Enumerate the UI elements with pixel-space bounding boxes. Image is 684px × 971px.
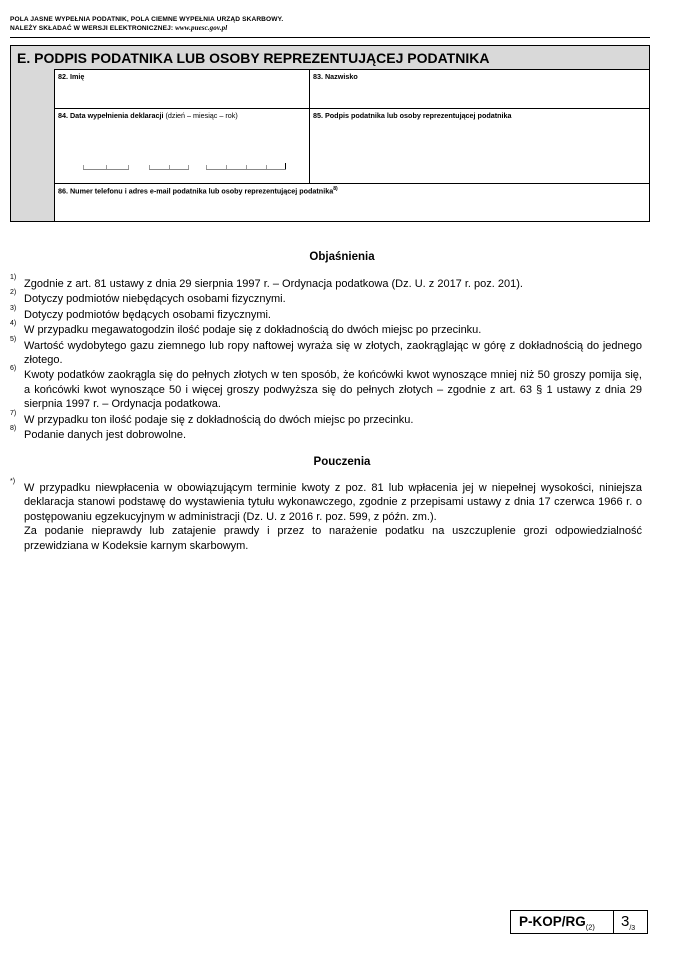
pouczenia-paragraph-2: Za podanie nieprawdy lub zatajenie prawdy i przez to narażenie podatku na uszczuplenie grozi odpowiedzialność przewidziana w Kodeksie karnym skarbowym. bbox=[24, 525, 642, 552]
pouczenia-paragraph-1: *) W przypadku niewpłacenia w obowiązującym terminie kwoty z poz. 81 lub wpłacenia jej w niepełnej wysokości, niniejsza deklaracja stanowi podstawę do wystawienia tytułu wykonawczego, zgodnie z przepisami ustawy z dnia 17 czerwca 1966 r. o postępowaniu egzekucyjnym w administracji (Dz. U. z 2016 r. poz. 599, z późn. zm.). bbox=[10, 478, 642, 523]
field-82-label: 82. Imię bbox=[58, 72, 85, 81]
section-e bbox=[10, 45, 650, 222]
note-1: 1) Zgodnie z art. 81 ustawy z dnia 29 sierpnia 1997 r. – Ordynacja podatkowa (Dz. U. z 2017 r. poz. 201). bbox=[10, 274, 523, 290]
field-83-last-name[interactable] bbox=[309, 69, 650, 109]
pouczenia-title: Pouczenia bbox=[313, 456, 371, 468]
field-82-first-name[interactable] bbox=[54, 69, 310, 109]
header-divider bbox=[10, 37, 650, 38]
section-e-title: E. PODPIS PODATNIKA LUB OSOBY REPREZENTUJĄCEJ PODATNIKA bbox=[17, 50, 490, 66]
date-year-boxes[interactable] bbox=[206, 162, 286, 170]
header-line-2: NALEŻY SKŁADAĆ W WERSJI ELEKTRONICZNEJ: www.puesc.gov.pl bbox=[10, 24, 228, 32]
field-83-label: 83. Nazwisko bbox=[313, 72, 358, 81]
form-footer bbox=[510, 910, 648, 934]
form-header bbox=[10, 15, 283, 33]
form-code: $P-KOP/RG_{(2)}$ bbox=[519, 914, 595, 932]
note-8: 8) Podanie danych jest dobrowolne. bbox=[10, 425, 187, 442]
field-86-contact[interactable] bbox=[54, 183, 650, 222]
date-day-boxes[interactable] bbox=[83, 162, 129, 170]
page-number: $3_{/3}$ bbox=[621, 913, 636, 932]
objasnienia-title: Objaśnienia bbox=[309, 251, 375, 263]
note-6: 6) Kwoty podatków zaokrągla się do pełnych złotych w ten sposób, że końcówki kwot wynoszące mniej niż 50 groszy pomija się, a końcówki kwot wynoszące 50 i więcej groszy podwyższa się do pełnych złotych – zgodnie z art. 63 § 1 ustawy z dnia 29 sierpnia 1997 r. – Ordynacja podatkowa. bbox=[10, 365, 642, 411]
header-line-1: POLA JASNE WYPEŁNIA PODATNIK, POLA CIEMNE WYPEŁNIA URZĄD SKARBOWY. bbox=[10, 16, 284, 23]
date-month-boxes[interactable] bbox=[149, 162, 189, 170]
field-84-label: 84. Data wypełnienia deklaracji (dzień – miesiąc – rok) bbox=[58, 111, 238, 120]
field-86-label: 86. Numer telefonu i adres e-mail podatnika lub osoby reprezentującej podatnika$^{8)}$ bbox=[58, 186, 338, 196]
note-2: 2) Dotyczy podmiotów niebędących osobami fizycznymi. bbox=[10, 289, 286, 306]
field-84-date[interactable] bbox=[54, 108, 310, 184]
note-7: 7) W przypadku ton ilość podaje się z dokładnością do dwóch miejsc po przecinku. bbox=[10, 409, 414, 426]
field-85-label: 85. Podpis podatnika lub osoby reprezentującej podatnika bbox=[313, 111, 512, 120]
footer-divider bbox=[613, 911, 614, 933]
objasnienia-list bbox=[10, 274, 642, 443]
note-3: 3) Dotyczy podmiotów będących osobami fizycznymi. bbox=[10, 304, 271, 321]
pouczenia-text bbox=[10, 478, 642, 553]
header-url[interactable]: www.puesc.gov.pl bbox=[175, 24, 228, 32]
field-85-signature[interactable] bbox=[309, 108, 650, 184]
note-5: 5) Wartość wydobytego gazu ziemnego lub ropy naftowej wyraża się w złotych, zaokrąglając w górę z dokładnością do jednego złotego. bbox=[10, 335, 642, 367]
note-4: 4) W przypadku megawatogodzin ilość podaje się z dokładnością do dwóch miejsc po przecinku. bbox=[10, 320, 482, 337]
